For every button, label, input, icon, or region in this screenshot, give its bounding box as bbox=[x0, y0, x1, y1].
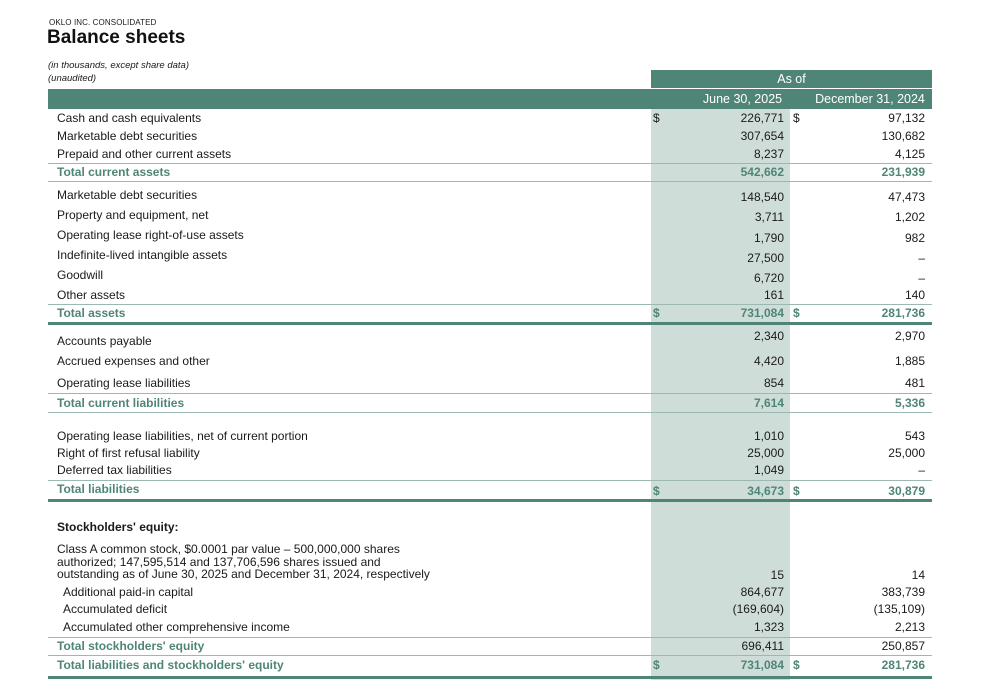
value-december-2024: 231,939 bbox=[881, 165, 925, 179]
currency-symbol: $ bbox=[653, 306, 660, 320]
value-june-2025: 854 bbox=[763, 376, 784, 390]
currency-symbol: $ bbox=[653, 484, 660, 498]
value-december-2024: 982 bbox=[904, 231, 925, 245]
row-label: Prepaid and other current assets bbox=[57, 147, 232, 161]
value-december-2024: – bbox=[918, 251, 925, 265]
as-of-header: As of bbox=[651, 70, 932, 88]
value-december-2024: 250,857 bbox=[881, 639, 925, 653]
row-label: Total stockholders' equity bbox=[57, 639, 205, 653]
row-label: Right of first refusal liability bbox=[57, 446, 200, 460]
value-june-2025: 7,614 bbox=[753, 396, 784, 410]
section-divider bbox=[48, 499, 932, 502]
value-december-2024: 1,885 bbox=[894, 354, 925, 368]
label-line: outstanding as of June 30, 2025 and December 31, 2024, respectively bbox=[57, 567, 430, 581]
value-june-2025: 3,711 bbox=[754, 210, 784, 224]
unaudited-line: (unaudited) bbox=[48, 73, 97, 84]
value-june-2025: 542,662 bbox=[740, 165, 784, 179]
row-label: Total liabilities and stockholders' equity bbox=[57, 658, 284, 672]
row-label: Stockholders' equity: bbox=[57, 520, 179, 534]
value-december-2024: 2,970 bbox=[894, 329, 925, 343]
value-december-2024: 47,473 bbox=[888, 190, 925, 204]
column-header-bar bbox=[48, 89, 932, 109]
row-divider bbox=[48, 637, 932, 638]
value-december-2024: 543 bbox=[904, 429, 925, 443]
value-june-2025: 8,237 bbox=[753, 147, 784, 161]
value-december-2024: 1,202 bbox=[894, 210, 925, 224]
value-june-2025: 1,010 bbox=[753, 429, 784, 443]
row-divider bbox=[48, 181, 932, 182]
value-december-2024: – bbox=[918, 463, 925, 477]
row-divider bbox=[48, 393, 932, 394]
row-divider bbox=[48, 412, 932, 413]
currency-symbol: $ bbox=[793, 658, 800, 672]
value-december-2024: 25,000 bbox=[888, 446, 925, 460]
value-december-2024: 281,736 bbox=[881, 658, 925, 672]
row-label: Marketable debt securities bbox=[57, 129, 198, 143]
value-december-2024: 4,125 bbox=[894, 147, 925, 161]
currency-symbol: $ bbox=[653, 658, 660, 672]
units-line: (in thousands, except share data) bbox=[48, 60, 190, 71]
value-june-2025: 34,673 bbox=[747, 484, 784, 498]
value-june-2025: 1,790 bbox=[753, 231, 784, 245]
row-label: Operating lease liabilities bbox=[57, 376, 191, 390]
value-june-2025: 148,540 bbox=[740, 190, 784, 204]
row-label: Goodwill bbox=[57, 268, 104, 282]
value-june-2025: 161 bbox=[763, 288, 784, 302]
company-name: OKLO INC. CONSOLIDATED bbox=[49, 18, 157, 27]
row-label: Operating lease liabilities, net of current portion bbox=[57, 429, 308, 443]
value-december-2024: 30,879 bbox=[888, 484, 925, 498]
row-divider bbox=[48, 304, 932, 305]
section-divider bbox=[48, 676, 932, 679]
value-june-2025: 6,720 bbox=[753, 271, 784, 285]
value-december-2024: 383,739 bbox=[881, 585, 925, 599]
row-divider bbox=[48, 655, 932, 656]
value-june-2025: 27,500 bbox=[747, 251, 784, 265]
row-label: Operating lease right-of-use assets bbox=[57, 228, 244, 242]
row-label bbox=[57, 543, 430, 581]
value-june-2025: 1,323 bbox=[753, 620, 784, 634]
section-divider bbox=[48, 322, 932, 325]
row-label: Total current liabilities bbox=[57, 396, 185, 410]
value-december-2024: 5,336 bbox=[894, 396, 925, 410]
value-december-2024: 14 bbox=[911, 568, 925, 582]
currency-symbol: $ bbox=[793, 484, 800, 498]
row-label: Indefinite-lived intangible assets bbox=[57, 248, 228, 262]
value-december-2024: 97,132 bbox=[888, 111, 925, 125]
row-label: Accounts payable bbox=[57, 334, 152, 348]
page-title: Balance sheets bbox=[47, 27, 186, 48]
row-label: Marketable debt securities bbox=[57, 188, 198, 202]
units-note bbox=[48, 59, 189, 85]
value-december-2024: 281,736 bbox=[881, 306, 925, 320]
value-june-2025: 226,771 bbox=[740, 111, 784, 125]
value-june-2025: 864,677 bbox=[740, 585, 784, 599]
label-line: authorized; 147,595,514 and 137,706,596 shares issued and bbox=[57, 554, 381, 569]
label-line: Class A common stock, $0.0001 par value – 500,000,000 shares bbox=[57, 542, 400, 556]
value-december-2024: 130,682 bbox=[881, 129, 925, 143]
currency-symbol: $ bbox=[793, 111, 800, 125]
value-june-2025: 1,049 bbox=[753, 463, 784, 477]
row-divider bbox=[48, 480, 932, 481]
value-december-2024: 481 bbox=[904, 376, 925, 390]
row-label: Cash and cash equivalents bbox=[57, 111, 202, 125]
value-december-2024: 140 bbox=[904, 288, 925, 302]
value-june-2025: 307,654 bbox=[740, 129, 784, 143]
row-label: Total liabilities bbox=[57, 482, 140, 496]
column-header-december-2024: December 31, 2024 bbox=[815, 92, 925, 106]
value-june-2025: 731,084 bbox=[740, 306, 784, 320]
value-june-2025: 15 bbox=[770, 568, 784, 582]
value-june-2025: (169,604) bbox=[732, 602, 784, 616]
value-june-2025: 25,000 bbox=[747, 446, 784, 460]
row-label: Total current assets bbox=[57, 165, 171, 179]
row-label: Other assets bbox=[57, 288, 126, 302]
currency-symbol: $ bbox=[793, 306, 800, 320]
row-divider bbox=[48, 163, 932, 164]
row-label: Total assets bbox=[57, 306, 126, 320]
value-june-2025: 4,420 bbox=[753, 354, 784, 368]
value-december-2024: 2,213 bbox=[894, 620, 925, 634]
row-label: Property and equipment, net bbox=[57, 208, 209, 222]
value-december-2024: (135,109) bbox=[873, 602, 925, 616]
value-june-2025: 731,084 bbox=[740, 658, 784, 672]
value-june-2025: 696,411 bbox=[741, 639, 784, 653]
row-label: Accumulated deficit bbox=[63, 602, 168, 616]
currency-symbol: $ bbox=[653, 111, 660, 125]
value-december-2024: – bbox=[918, 271, 925, 285]
row-label: Accrued expenses and other bbox=[57, 354, 210, 368]
column-header-june-2025: June 30, 2025 bbox=[702, 92, 783, 106]
row-label: Deferred tax liabilities bbox=[57, 463, 172, 477]
value-june-2025: 2,340 bbox=[753, 329, 784, 343]
row-label: Accumulated other comprehensive income bbox=[63, 620, 290, 634]
row-label: Additional paid-in capital bbox=[63, 585, 194, 599]
